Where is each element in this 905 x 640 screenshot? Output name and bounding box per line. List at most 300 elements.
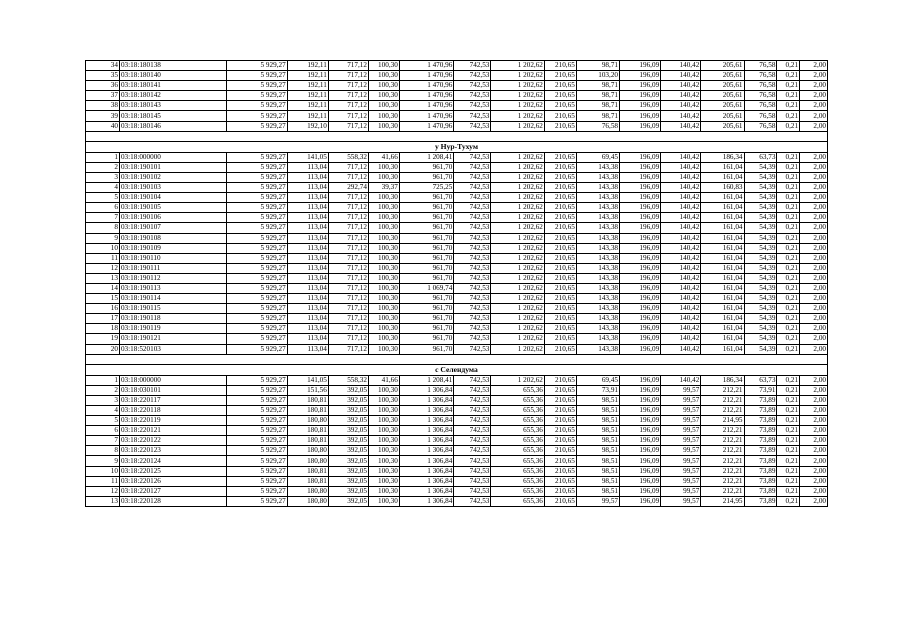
value-cell: 196,09: [620, 294, 661, 304]
value-cell: 1 202,62: [491, 294, 545, 304]
value-cell: 5 929,27: [226, 314, 287, 324]
value-cell: 214,95: [701, 416, 744, 426]
value-cell: 113,04: [287, 162, 328, 172]
value-cell: 1 306,84: [399, 436, 454, 446]
value-cell: 5 929,27: [226, 324, 287, 334]
value-cell: 212,21: [701, 436, 744, 446]
value-cell: 742,53: [454, 121, 491, 131]
value-cell: 1 306,84: [399, 466, 454, 476]
value-cell: 0,21: [777, 304, 800, 314]
value-cell: 140,42: [661, 304, 701, 314]
value-cell: 210,65: [544, 406, 576, 416]
value-cell: 2,00: [800, 385, 828, 395]
value-cell: 100,30: [368, 233, 399, 243]
row-number-cell: 5: [86, 416, 120, 426]
value-cell: 73,89: [744, 406, 777, 416]
value-cell: 5 929,27: [226, 476, 287, 486]
value-cell: 143,38: [576, 344, 619, 354]
cadastral-code-cell: 03:18:520103: [119, 344, 226, 354]
value-cell: 725,25: [399, 183, 454, 193]
value-cell: 98,71: [576, 61, 619, 71]
value-cell: 210,65: [544, 81, 576, 91]
tariff-table: [85, 60, 828, 507]
value-cell: 5 929,27: [226, 172, 287, 182]
value-cell: 140,42: [661, 294, 701, 304]
value-cell: 5 929,27: [226, 486, 287, 496]
value-cell: 99,57: [661, 436, 701, 446]
value-cell: 140,42: [661, 172, 701, 182]
value-cell: 180,80: [287, 416, 328, 426]
value-cell: 210,65: [544, 486, 576, 496]
value-cell: 143,38: [576, 243, 619, 253]
value-cell: 5 929,27: [226, 233, 287, 243]
value-cell: 180,81: [287, 395, 328, 405]
value-cell: 742,53: [454, 436, 491, 446]
value-cell: 0,21: [777, 324, 800, 334]
value-cell: 0,21: [777, 213, 800, 223]
value-cell: 961,70: [399, 263, 454, 273]
value-cell: 100,30: [368, 416, 399, 426]
value-cell: 742,53: [454, 466, 491, 476]
value-cell: 392,05: [328, 496, 368, 506]
value-cell: 180,80: [287, 446, 328, 456]
table-row: [86, 375, 828, 385]
value-cell: 5 929,27: [226, 304, 287, 314]
value-cell: 205,61: [701, 101, 744, 111]
value-cell: 1 202,62: [491, 375, 545, 385]
value-cell: 73,89: [744, 486, 777, 496]
value-cell: 161,04: [701, 193, 744, 203]
value-cell: 1 470,96: [399, 81, 454, 91]
value-cell: 210,65: [544, 152, 576, 162]
value-cell: 1 208,41: [399, 152, 454, 162]
value-cell: 2,00: [800, 91, 828, 101]
value-cell: 76,58: [744, 121, 777, 131]
cadastral-code-cell: 03:18:220124: [119, 456, 226, 466]
cadastral-code-cell: 03:18:190112: [119, 273, 226, 283]
table-row: [86, 183, 828, 193]
value-cell: 1 202,62: [491, 81, 545, 91]
value-cell: 140,42: [661, 253, 701, 263]
row-number-cell: 11: [86, 476, 120, 486]
row-number-cell: 8: [86, 223, 120, 233]
value-cell: 196,09: [620, 344, 661, 354]
value-cell: 141,05: [287, 152, 328, 162]
value-cell: 717,12: [328, 91, 368, 101]
section-header-row: [86, 141, 828, 152]
value-cell: 212,21: [701, 476, 744, 486]
value-cell: 0,21: [777, 253, 800, 263]
value-cell: 100,30: [368, 476, 399, 486]
value-cell: 160,83: [701, 183, 744, 193]
value-cell: 196,09: [620, 233, 661, 243]
value-cell: 196,09: [620, 496, 661, 506]
value-cell: 5 929,27: [226, 426, 287, 436]
value-cell: 99,57: [661, 395, 701, 405]
value-cell: 210,65: [544, 91, 576, 101]
value-cell: 205,61: [701, 121, 744, 131]
cadastral-code-cell: 03:18:220126: [119, 476, 226, 486]
value-cell: 210,65: [544, 193, 576, 203]
value-cell: 140,42: [661, 183, 701, 193]
value-cell: 742,53: [454, 101, 491, 111]
value-cell: 2,00: [800, 406, 828, 416]
cadastral-code-cell: 03:18:190121: [119, 334, 226, 344]
cadastral-code-cell: 03:18:180142: [119, 91, 226, 101]
value-cell: 1 202,62: [491, 121, 545, 131]
value-cell: 196,09: [620, 283, 661, 293]
value-cell: 99,57: [661, 446, 701, 456]
value-cell: 1 202,62: [491, 152, 545, 162]
cadastral-code-cell: 03:18:180145: [119, 111, 226, 121]
value-cell: 196,09: [620, 324, 661, 334]
value-cell: 1 202,62: [491, 314, 545, 324]
value-cell: 5 929,27: [226, 101, 287, 111]
value-cell: 99,57: [661, 416, 701, 426]
table-row: [86, 476, 828, 486]
value-cell: 2,00: [800, 375, 828, 385]
value-cell: 161,04: [701, 304, 744, 314]
value-cell: 196,09: [620, 152, 661, 162]
cadastral-code-cell: 03:18:180141: [119, 81, 226, 91]
value-cell: 100,30: [368, 193, 399, 203]
value-cell: 558,32: [328, 375, 368, 385]
value-cell: 742,53: [454, 91, 491, 101]
value-cell: 5 929,27: [226, 496, 287, 506]
value-cell: 196,09: [620, 71, 661, 81]
value-cell: 717,12: [328, 344, 368, 354]
value-cell: 100,30: [368, 466, 399, 476]
value-cell: 141,05: [287, 375, 328, 385]
value-cell: 100,30: [368, 324, 399, 334]
value-cell: 98,71: [576, 101, 619, 111]
value-cell: 54,39: [744, 213, 777, 223]
value-cell: 1 202,62: [491, 304, 545, 314]
cadastral-code-cell: 03:18:190111: [119, 263, 226, 273]
value-cell: 1 069,74: [399, 283, 454, 293]
value-cell: 151,56: [287, 385, 328, 395]
value-cell: 180,81: [287, 436, 328, 446]
value-cell: 5 929,27: [226, 273, 287, 283]
value-cell: 99,57: [661, 466, 701, 476]
value-cell: 5 929,27: [226, 162, 287, 172]
value-cell: 99,57: [661, 496, 701, 506]
value-cell: 161,04: [701, 294, 744, 304]
value-cell: 1 470,96: [399, 121, 454, 131]
value-cell: 63,73: [744, 152, 777, 162]
value-cell: 140,42: [661, 263, 701, 273]
value-cell: 742,53: [454, 263, 491, 273]
value-cell: 140,42: [661, 101, 701, 111]
cadastral-code-cell: 03:18:190105: [119, 203, 226, 213]
value-cell: 196,09: [620, 203, 661, 213]
value-cell: 161,04: [701, 223, 744, 233]
value-cell: 742,53: [454, 203, 491, 213]
table-row: [86, 233, 828, 243]
value-cell: 212,21: [701, 456, 744, 466]
value-cell: 140,42: [661, 344, 701, 354]
value-cell: 100,30: [368, 486, 399, 496]
value-cell: 655,36: [491, 486, 545, 496]
cadastral-code-cell: 03:18:190110: [119, 253, 226, 263]
value-cell: 98,51: [576, 486, 619, 496]
value-cell: 717,12: [328, 294, 368, 304]
value-cell: 655,36: [491, 466, 545, 476]
value-cell: 392,05: [328, 426, 368, 436]
value-cell: 5 929,27: [226, 344, 287, 354]
value-cell: 73,89: [744, 436, 777, 446]
value-cell: 73,91: [744, 385, 777, 395]
value-cell: 113,04: [287, 243, 328, 253]
value-cell: 143,38: [576, 273, 619, 283]
value-cell: 0,21: [777, 436, 800, 446]
table-row: [86, 416, 828, 426]
value-cell: 0,21: [777, 111, 800, 121]
value-cell: 100,30: [368, 61, 399, 71]
value-cell: 0,21: [777, 375, 800, 385]
value-cell: 100,30: [368, 446, 399, 456]
table-row: [86, 273, 828, 283]
table-row: [86, 344, 828, 354]
value-cell: 205,61: [701, 81, 744, 91]
table-row: [86, 304, 828, 314]
value-cell: 742,53: [454, 294, 491, 304]
value-cell: 961,70: [399, 273, 454, 283]
value-cell: 742,53: [454, 416, 491, 426]
row-number-cell: 13: [86, 273, 120, 283]
cadastral-code-cell: 03:18:180138: [119, 61, 226, 71]
value-cell: 1 306,84: [399, 446, 454, 456]
cadastral-code-cell: 03:18:000000: [119, 152, 226, 162]
row-number-cell: 11: [86, 253, 120, 263]
value-cell: 558,32: [328, 152, 368, 162]
value-cell: 54,39: [744, 283, 777, 293]
value-cell: 5 929,27: [226, 61, 287, 71]
cadastral-code-cell: 03:18:190106: [119, 213, 226, 223]
value-cell: 717,12: [328, 314, 368, 324]
value-cell: 100,30: [368, 496, 399, 506]
value-cell: 961,70: [399, 223, 454, 233]
value-cell: 392,05: [328, 456, 368, 466]
value-cell: 98,71: [576, 91, 619, 101]
value-cell: 0,21: [777, 162, 800, 172]
row-number-cell: 17: [86, 314, 120, 324]
value-cell: 54,39: [744, 253, 777, 263]
value-cell: 0,21: [777, 486, 800, 496]
value-cell: 63,73: [744, 375, 777, 385]
value-cell: 100,30: [368, 426, 399, 436]
value-cell: 5 929,27: [226, 466, 287, 476]
value-cell: 210,65: [544, 334, 576, 344]
value-cell: 2,00: [800, 101, 828, 111]
value-cell: 140,42: [661, 61, 701, 71]
value-cell: 161,04: [701, 344, 744, 354]
value-cell: 655,36: [491, 395, 545, 405]
value-cell: 140,42: [661, 152, 701, 162]
value-cell: 196,09: [620, 273, 661, 283]
value-cell: 99,57: [661, 406, 701, 416]
value-cell: 742,53: [454, 406, 491, 416]
value-cell: 143,38: [576, 253, 619, 263]
value-cell: 76,58: [744, 61, 777, 71]
value-cell: 100,30: [368, 101, 399, 111]
value-cell: 100,30: [368, 213, 399, 223]
value-cell: 113,04: [287, 193, 328, 203]
table-row: [86, 395, 828, 405]
value-cell: 1 202,62: [491, 162, 545, 172]
value-cell: 655,36: [491, 476, 545, 486]
value-cell: 961,70: [399, 243, 454, 253]
value-cell: 742,53: [454, 193, 491, 203]
value-cell: 100,30: [368, 406, 399, 416]
value-cell: 717,12: [328, 334, 368, 344]
value-cell: 2,00: [800, 61, 828, 71]
value-cell: 210,65: [544, 253, 576, 263]
value-cell: 76,58: [744, 71, 777, 81]
value-cell: 2,00: [800, 476, 828, 486]
table-row: [86, 263, 828, 273]
table-row: [86, 426, 828, 436]
table-row: [86, 91, 828, 101]
cadastral-code-cell: 03:18:190114: [119, 294, 226, 304]
value-cell: 196,09: [620, 436, 661, 446]
value-cell: 717,12: [328, 203, 368, 213]
value-cell: 113,04: [287, 172, 328, 182]
value-cell: 76,58: [744, 101, 777, 111]
table-row: [86, 193, 828, 203]
value-cell: 210,65: [544, 111, 576, 121]
value-cell: 5 929,27: [226, 334, 287, 344]
table-row: [86, 496, 828, 506]
value-cell: 0,21: [777, 193, 800, 203]
value-cell: 742,53: [454, 375, 491, 385]
value-cell: 1 202,62: [491, 334, 545, 344]
value-cell: 655,36: [491, 456, 545, 466]
value-cell: 196,09: [620, 263, 661, 273]
value-cell: 76,58: [744, 111, 777, 121]
value-cell: 54,39: [744, 172, 777, 182]
value-cell: 2,00: [800, 426, 828, 436]
value-cell: 0,21: [777, 426, 800, 436]
table-row: [86, 243, 828, 253]
value-cell: 961,70: [399, 233, 454, 243]
value-cell: 210,65: [544, 324, 576, 334]
value-cell: 210,65: [544, 61, 576, 71]
value-cell: 161,04: [701, 203, 744, 213]
value-cell: 210,65: [544, 375, 576, 385]
value-cell: 161,04: [701, 172, 744, 182]
value-cell: 140,42: [661, 243, 701, 253]
value-cell: 2,00: [800, 162, 828, 172]
value-cell: 1 306,84: [399, 406, 454, 416]
value-cell: 140,42: [661, 375, 701, 385]
value-cell: 0,21: [777, 121, 800, 131]
value-cell: 54,39: [744, 233, 777, 243]
value-cell: 5 929,27: [226, 203, 287, 213]
value-cell: 161,04: [701, 334, 744, 344]
value-cell: 100,30: [368, 71, 399, 81]
value-cell: 99,57: [661, 456, 701, 466]
value-cell: 392,05: [328, 466, 368, 476]
value-cell: 140,42: [661, 91, 701, 101]
value-cell: 54,39: [744, 304, 777, 314]
value-cell: 210,65: [544, 233, 576, 243]
value-cell: 140,42: [661, 121, 701, 131]
value-cell: 742,53: [454, 385, 491, 395]
value-cell: 210,65: [544, 344, 576, 354]
value-cell: 210,65: [544, 304, 576, 314]
value-cell: 742,53: [454, 486, 491, 496]
cadastral-code-cell: 03:18:220121: [119, 426, 226, 436]
value-cell: 210,65: [544, 223, 576, 233]
table-row: [86, 446, 828, 456]
value-cell: 0,21: [777, 243, 800, 253]
value-cell: 73,89: [744, 426, 777, 436]
value-cell: 2,00: [800, 193, 828, 203]
value-cell: 2,00: [800, 283, 828, 293]
value-cell: 0,21: [777, 496, 800, 506]
value-cell: 210,65: [544, 101, 576, 111]
value-cell: 98,51: [576, 426, 619, 436]
value-cell: 140,42: [661, 233, 701, 243]
value-cell: 143,38: [576, 172, 619, 182]
value-cell: 180,81: [287, 426, 328, 436]
value-cell: 73,89: [744, 476, 777, 486]
value-cell: 392,05: [328, 486, 368, 496]
value-cell: 113,04: [287, 294, 328, 304]
value-cell: 2,00: [800, 466, 828, 476]
value-cell: 742,53: [454, 61, 491, 71]
cadastral-code-cell: 03:18:190108: [119, 233, 226, 243]
value-cell: 717,12: [328, 324, 368, 334]
value-cell: 210,65: [544, 314, 576, 324]
value-cell: 1 202,62: [491, 71, 545, 81]
value-cell: 0,21: [777, 283, 800, 293]
value-cell: 2,00: [800, 304, 828, 314]
value-cell: 210,65: [544, 496, 576, 506]
value-cell: 0,21: [777, 223, 800, 233]
value-cell: 1 202,62: [491, 243, 545, 253]
value-cell: 73,89: [744, 395, 777, 405]
value-cell: 392,05: [328, 436, 368, 446]
value-cell: 742,53: [454, 233, 491, 243]
value-cell: 192,11: [287, 111, 328, 121]
value-cell: 113,04: [287, 273, 328, 283]
value-cell: 73,89: [744, 456, 777, 466]
value-cell: 113,04: [287, 223, 328, 233]
value-cell: 196,09: [620, 121, 661, 131]
spacer-cell: [86, 131, 828, 141]
value-cell: 196,09: [620, 243, 661, 253]
value-cell: 98,51: [576, 446, 619, 456]
table-row: [86, 466, 828, 476]
value-cell: 1 470,96: [399, 71, 454, 81]
value-cell: 140,42: [661, 193, 701, 203]
value-cell: 196,09: [620, 81, 661, 91]
value-cell: 143,38: [576, 203, 619, 213]
value-cell: 196,09: [620, 426, 661, 436]
value-cell: 5 929,27: [226, 111, 287, 121]
value-cell: 180,80: [287, 486, 328, 496]
value-cell: 2,00: [800, 81, 828, 91]
value-cell: 212,21: [701, 426, 744, 436]
value-cell: 5 929,27: [226, 243, 287, 253]
value-cell: 210,65: [544, 273, 576, 283]
value-cell: 100,30: [368, 456, 399, 466]
value-cell: 54,39: [744, 344, 777, 354]
value-cell: 143,38: [576, 283, 619, 293]
value-cell: 1 202,62: [491, 324, 545, 334]
